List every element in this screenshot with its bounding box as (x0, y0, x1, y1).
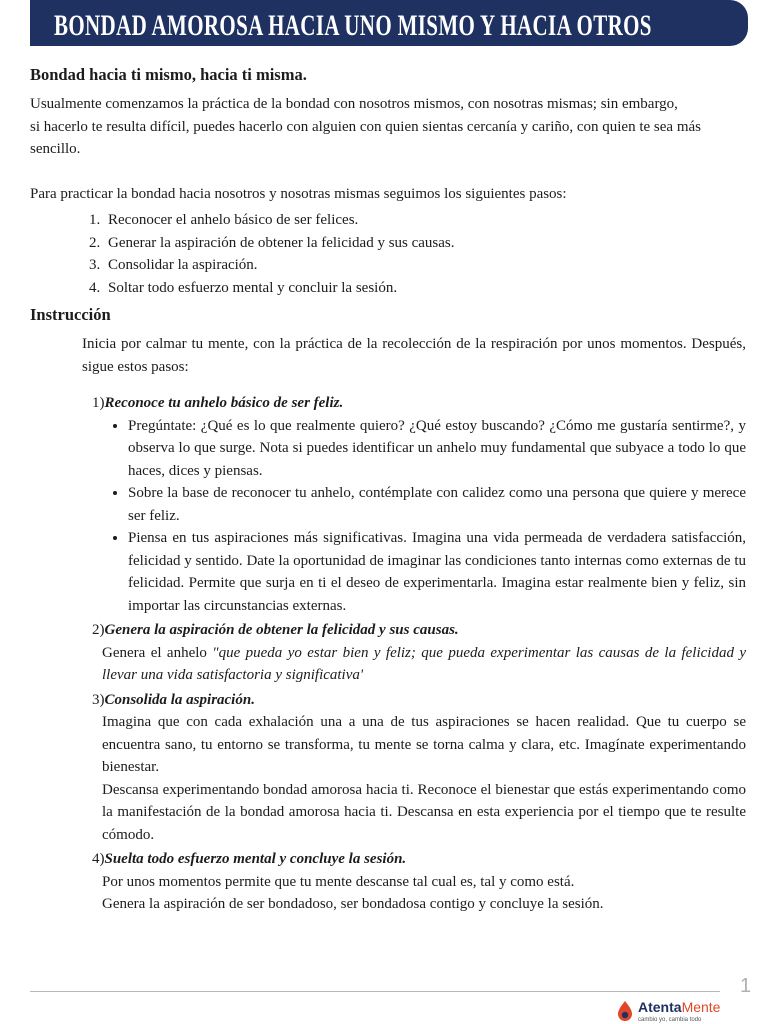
step1-bullets (30, 415, 746, 618)
brand-logo (616, 998, 720, 1024)
step4-paragraph-2: Genera la aspiración de ser bondadoso, ser bondadosa contigo y concluye la sesión. (102, 896, 604, 912)
list-item: • Sobre la base de reconocer tu anhelo, contémplate con calidez como una persona que quiere y merece ser feliz. (128, 482, 746, 527)
instruction-heading: Instrucción (30, 305, 111, 324)
list-item: • Piensa en tus aspiraciones más significativas. Imagina una vida permeada de verdadera satisfacción, felicidad y sentido. Date la oportunidad de imaginar las condiciones tanto internas como externas de tu felicidad. Permite que surja en ti el deseo de experimentarla. Imagina estar realmente bien y feliz, sin importar las circunstancias externas. (128, 527, 746, 617)
step3-paragraph-2: Descansa experimentando bondad amorosa hacia ti. Reconoce el bienestar que estás experimentando como la manifestación de la bondad amorosa hacia ti. Descansa en esta experiencia por el tiempo que te resulte cómodo. (102, 781, 746, 843)
step3-paragraph-1: Imagina que con cada exhalación una a una de tus aspiraciones se hacen realidad. Que tu cuerpo se encuentra sano, tu entorno se transforma, tu mente se torna calma y clara, etc. Imagínate experimentando bienestar. (102, 714, 746, 775)
step3-title: Consolida la aspiración. (104, 691, 255, 708)
list-item: 2. Generar la aspiración de obtener la felicidad y sus causas. (104, 232, 746, 255)
step2-text (102, 642, 746, 687)
step2-prefix: Genera el anhelo (102, 644, 213, 661)
logo-text-mente: Mente (681, 998, 721, 1015)
step2-heading (92, 619, 746, 642)
logo-wordmark (638, 999, 720, 1024)
section-heading: Bondad hacia ti mismo, hacia ti misma. (30, 65, 307, 84)
list-item: 4. Soltar todo esfuerzo mental y concluir la sesión. (104, 277, 746, 300)
title-banner (30, 0, 748, 46)
step2-quote: "que pueda yo estar bien y feliz; que pueda experimentar las causas de la felicidad y llevar una vida satisfactoria y significativa' (102, 644, 747, 683)
intro-line-2: si hacerlo te resulta difícil, puedes hacerlo con alguien con quien sientas cercanía y cariño, con quien te sea más sencillo. (30, 118, 701, 157)
steps-list (30, 209, 746, 299)
intro-line-1: Usualmente comenzamos la práctica de la bondad con nosotros mismos, con nosotras mismas; sin embargo, (30, 96, 678, 112)
flame-drop-icon (616, 1000, 634, 1022)
step4-paragraph-1: Por unos momentos permite que tu mente descanse tal cual es, tal y como está. (102, 873, 575, 890)
list-item: 3. Consolidar la aspiración. (104, 254, 746, 277)
step2-title: Genera la aspiración de obtener la felicidad y sus causas. (104, 622, 459, 638)
page-number: 1 (740, 975, 752, 997)
step1-heading (92, 392, 746, 415)
list-item: 1. Reconocer el anhelo básico de ser felices. (104, 209, 746, 232)
logo-text-atenta: Atenta (638, 998, 682, 1015)
step3-number: 3) (92, 691, 105, 708)
instruction-intro: Inicia por calmar tu mente, con la práctica de la recolección de la respiración por unos momentos. Después, sigue estos pasos: (82, 336, 746, 375)
step1-title: Reconoce tu anhelo básico de ser feliz. (104, 395, 344, 411)
list-item: • Pregúntate: ¿Qué es lo que realmente quiero? ¿Qué estoy buscando? ¿Cómo me gustaría sentirme?, y observa lo que surge. Nota si puedes identificar un anhelo muy fundamental que subyace a todo lo que haces, dices y piensas. (128, 415, 746, 483)
page-title: BONDAD AMOROSA HACIA UNO MISMO Y HACIA OTROS (54, 9, 652, 42)
step3-heading (92, 689, 746, 712)
step1-number: 1) (92, 395, 105, 411)
logo-tagline: cambio yo, cambia todo (638, 1016, 702, 1023)
intro-paragraph (30, 93, 746, 161)
step4-title: Suelta todo esfuerzo mental y concluye la sesión. (104, 851, 407, 867)
step4-number: 4) (92, 851, 105, 867)
document-body (30, 64, 746, 916)
footer-divider (30, 991, 720, 992)
step4-heading (92, 848, 746, 871)
step2-number: 2) (92, 622, 105, 638)
steps-intro: Para practicar la bondad hacia nosotros y nosotras mismas seguimos los siguientes pasos: (30, 185, 567, 202)
